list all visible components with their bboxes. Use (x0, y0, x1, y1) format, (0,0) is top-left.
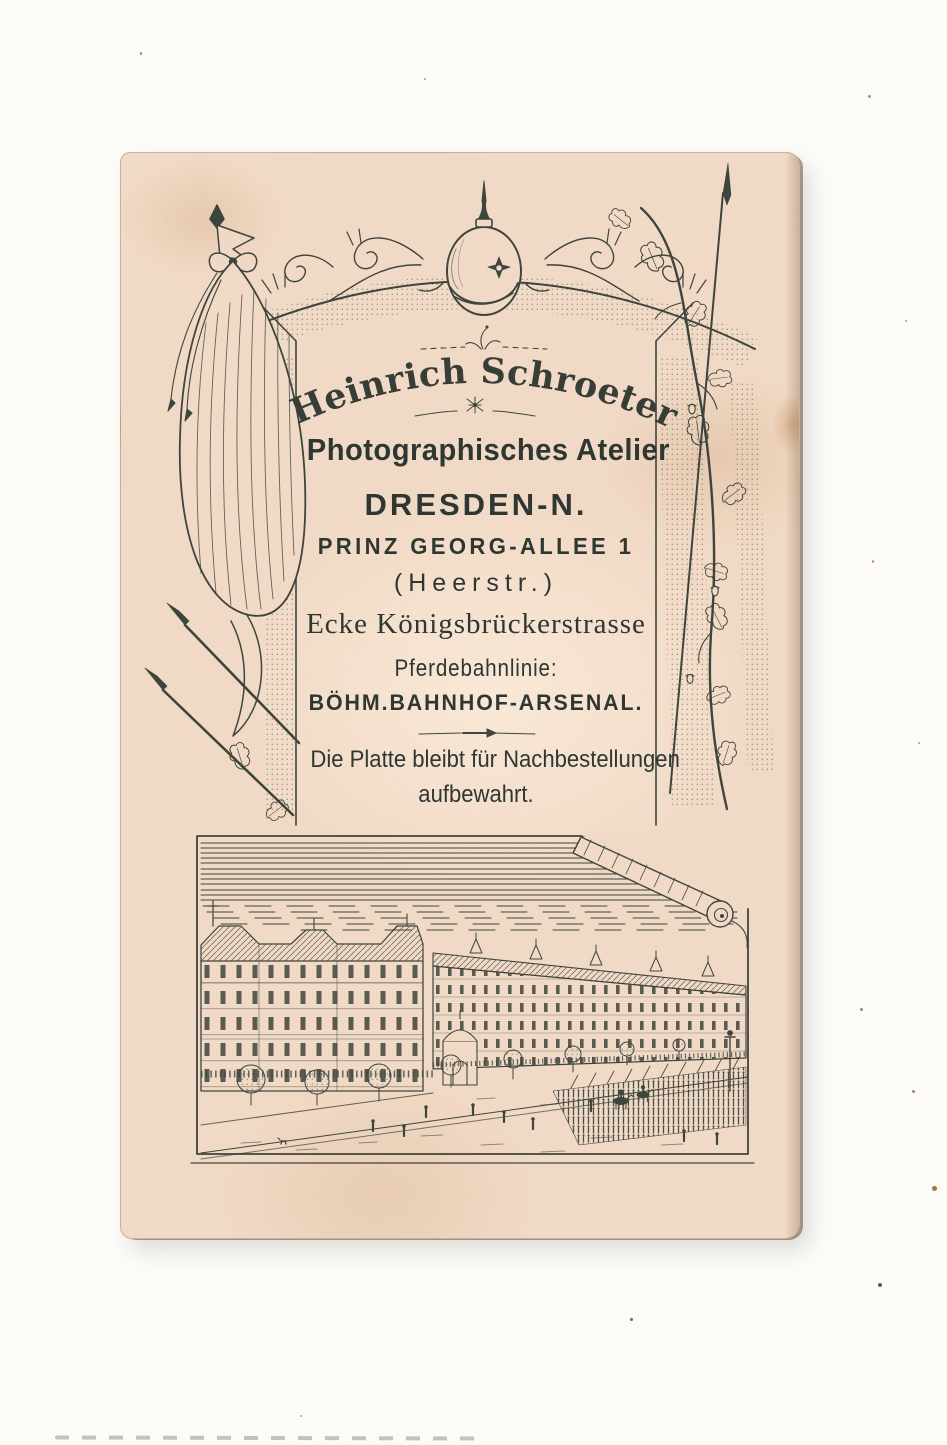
corner-line: Ecke Königsbrückerstrasse (306, 608, 646, 640)
photo-card (120, 152, 800, 1239)
dog-icon (278, 1138, 287, 1144)
marching-column (553, 1056, 746, 1145)
dust-speck (630, 1318, 633, 1321)
dust-speck (424, 78, 426, 80)
city-line: DRESDEN-N. (364, 487, 588, 522)
street-line: PRINZ GEORG-ALLEE 1 (317, 533, 635, 559)
dust-speck (932, 1186, 937, 1191)
tram-route-line: BÖHM.BAHNHOF-ARSENAL. (308, 690, 644, 715)
tram-label-line: Pferdebahnlinie: (394, 655, 558, 682)
dust-speck (912, 1090, 915, 1093)
building-row (433, 933, 746, 1069)
studio-type-line: Photographisches Atelier (306, 432, 671, 467)
text-panel (296, 153, 680, 873)
dust-speck (872, 560, 874, 563)
dust-speck (300, 1415, 302, 1417)
studio-name: Heinrich Schroeter (284, 350, 685, 437)
street-scene-engraving (191, 833, 754, 1163)
dust-speck (868, 95, 871, 98)
dust-speck (140, 52, 142, 55)
reorder-note-line1: Die Platte bleibt für Nachbestellungen (310, 746, 680, 773)
dust-speck (860, 1008, 863, 1011)
scan-edge-artifact (55, 1435, 485, 1440)
street-note-line: (Heerstr.) (393, 569, 559, 597)
dust-speck (878, 1283, 882, 1287)
reorder-note-line2: aufbewahrt. (418, 781, 534, 808)
dust-speck (905, 320, 907, 322)
dust-speck (918, 742, 920, 744)
